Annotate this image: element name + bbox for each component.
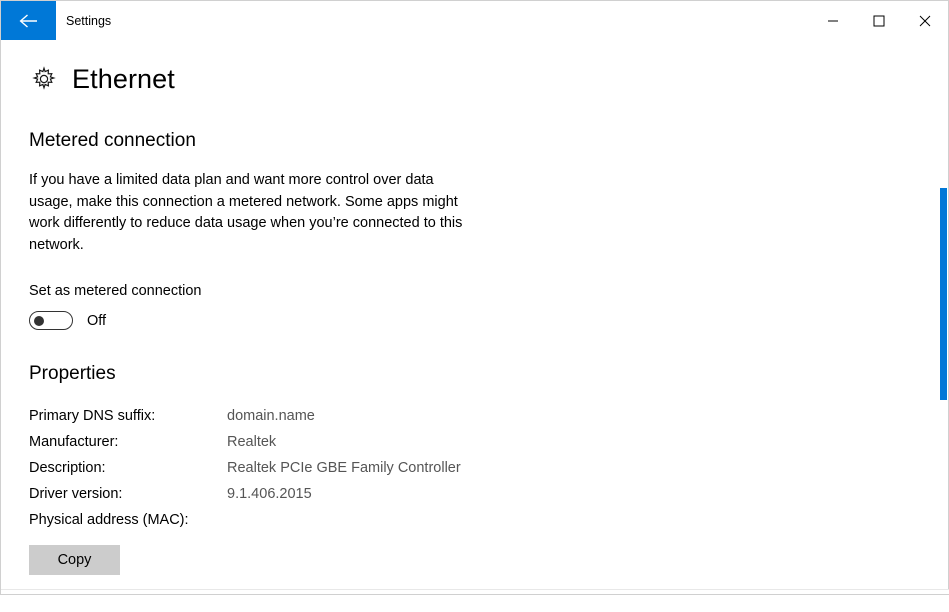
metered-toggle-label: Set as metered connection bbox=[29, 283, 202, 299]
property-value: domain.name bbox=[227, 408, 315, 424]
close-button[interactable] bbox=[902, 1, 948, 40]
table-row bbox=[29, 481, 461, 507]
scrollbar-thumb[interactable] bbox=[940, 188, 947, 400]
metered-connection-description: If you have a limited data plan and want more control over data usage, make this connection a metered network. Some apps might work differently to reduce data usage when you’re connected to this network. bbox=[29, 172, 463, 253]
property-label: Driver version: bbox=[29, 486, 123, 502]
toggle-knob bbox=[34, 316, 44, 326]
property-value bbox=[227, 507, 461, 533]
arrow-left-icon bbox=[18, 13, 40, 29]
title-bar bbox=[1, 1, 948, 40]
table-row bbox=[29, 507, 461, 533]
vertical-scrollbar[interactable] bbox=[940, 40, 947, 596]
minimize-icon bbox=[827, 15, 839, 27]
maximize-button[interactable] bbox=[856, 1, 902, 40]
page-header bbox=[29, 56, 948, 102]
metered-connection-heading: Metered connection bbox=[29, 130, 196, 151]
minimize-button[interactable] bbox=[810, 1, 856, 40]
window-bottom-edge bbox=[1, 589, 949, 594]
metered-toggle-state: Off bbox=[87, 312, 107, 329]
property-label: Physical address (MAC): bbox=[29, 512, 189, 528]
copy-button[interactable]: Copy bbox=[29, 545, 120, 575]
back-button[interactable] bbox=[1, 1, 56, 40]
table-row bbox=[29, 455, 461, 481]
caption-buttons bbox=[810, 1, 948, 40]
metered-toggle[interactable] bbox=[29, 311, 73, 330]
property-value: 9.1.406.2015 bbox=[227, 486, 312, 502]
close-icon bbox=[919, 15, 931, 27]
gear-icon bbox=[29, 64, 59, 94]
settings-content bbox=[1, 56, 948, 612]
property-label: Description: bbox=[29, 460, 106, 476]
page-title: Ethernet bbox=[72, 63, 175, 94]
property-value: Realtek PCIe GBE Family Controller bbox=[227, 460, 461, 476]
metered-toggle-row bbox=[29, 311, 948, 330]
property-value: Realtek bbox=[227, 434, 277, 450]
table-row bbox=[29, 429, 461, 455]
property-label: Primary DNS suffix: bbox=[29, 408, 156, 424]
property-label: Manufacturer: bbox=[29, 434, 119, 450]
table-row bbox=[29, 403, 461, 429]
window-title: Settings bbox=[66, 13, 112, 28]
properties-table bbox=[29, 403, 461, 533]
maximize-icon bbox=[873, 15, 885, 27]
properties-heading: Properties bbox=[29, 363, 116, 384]
